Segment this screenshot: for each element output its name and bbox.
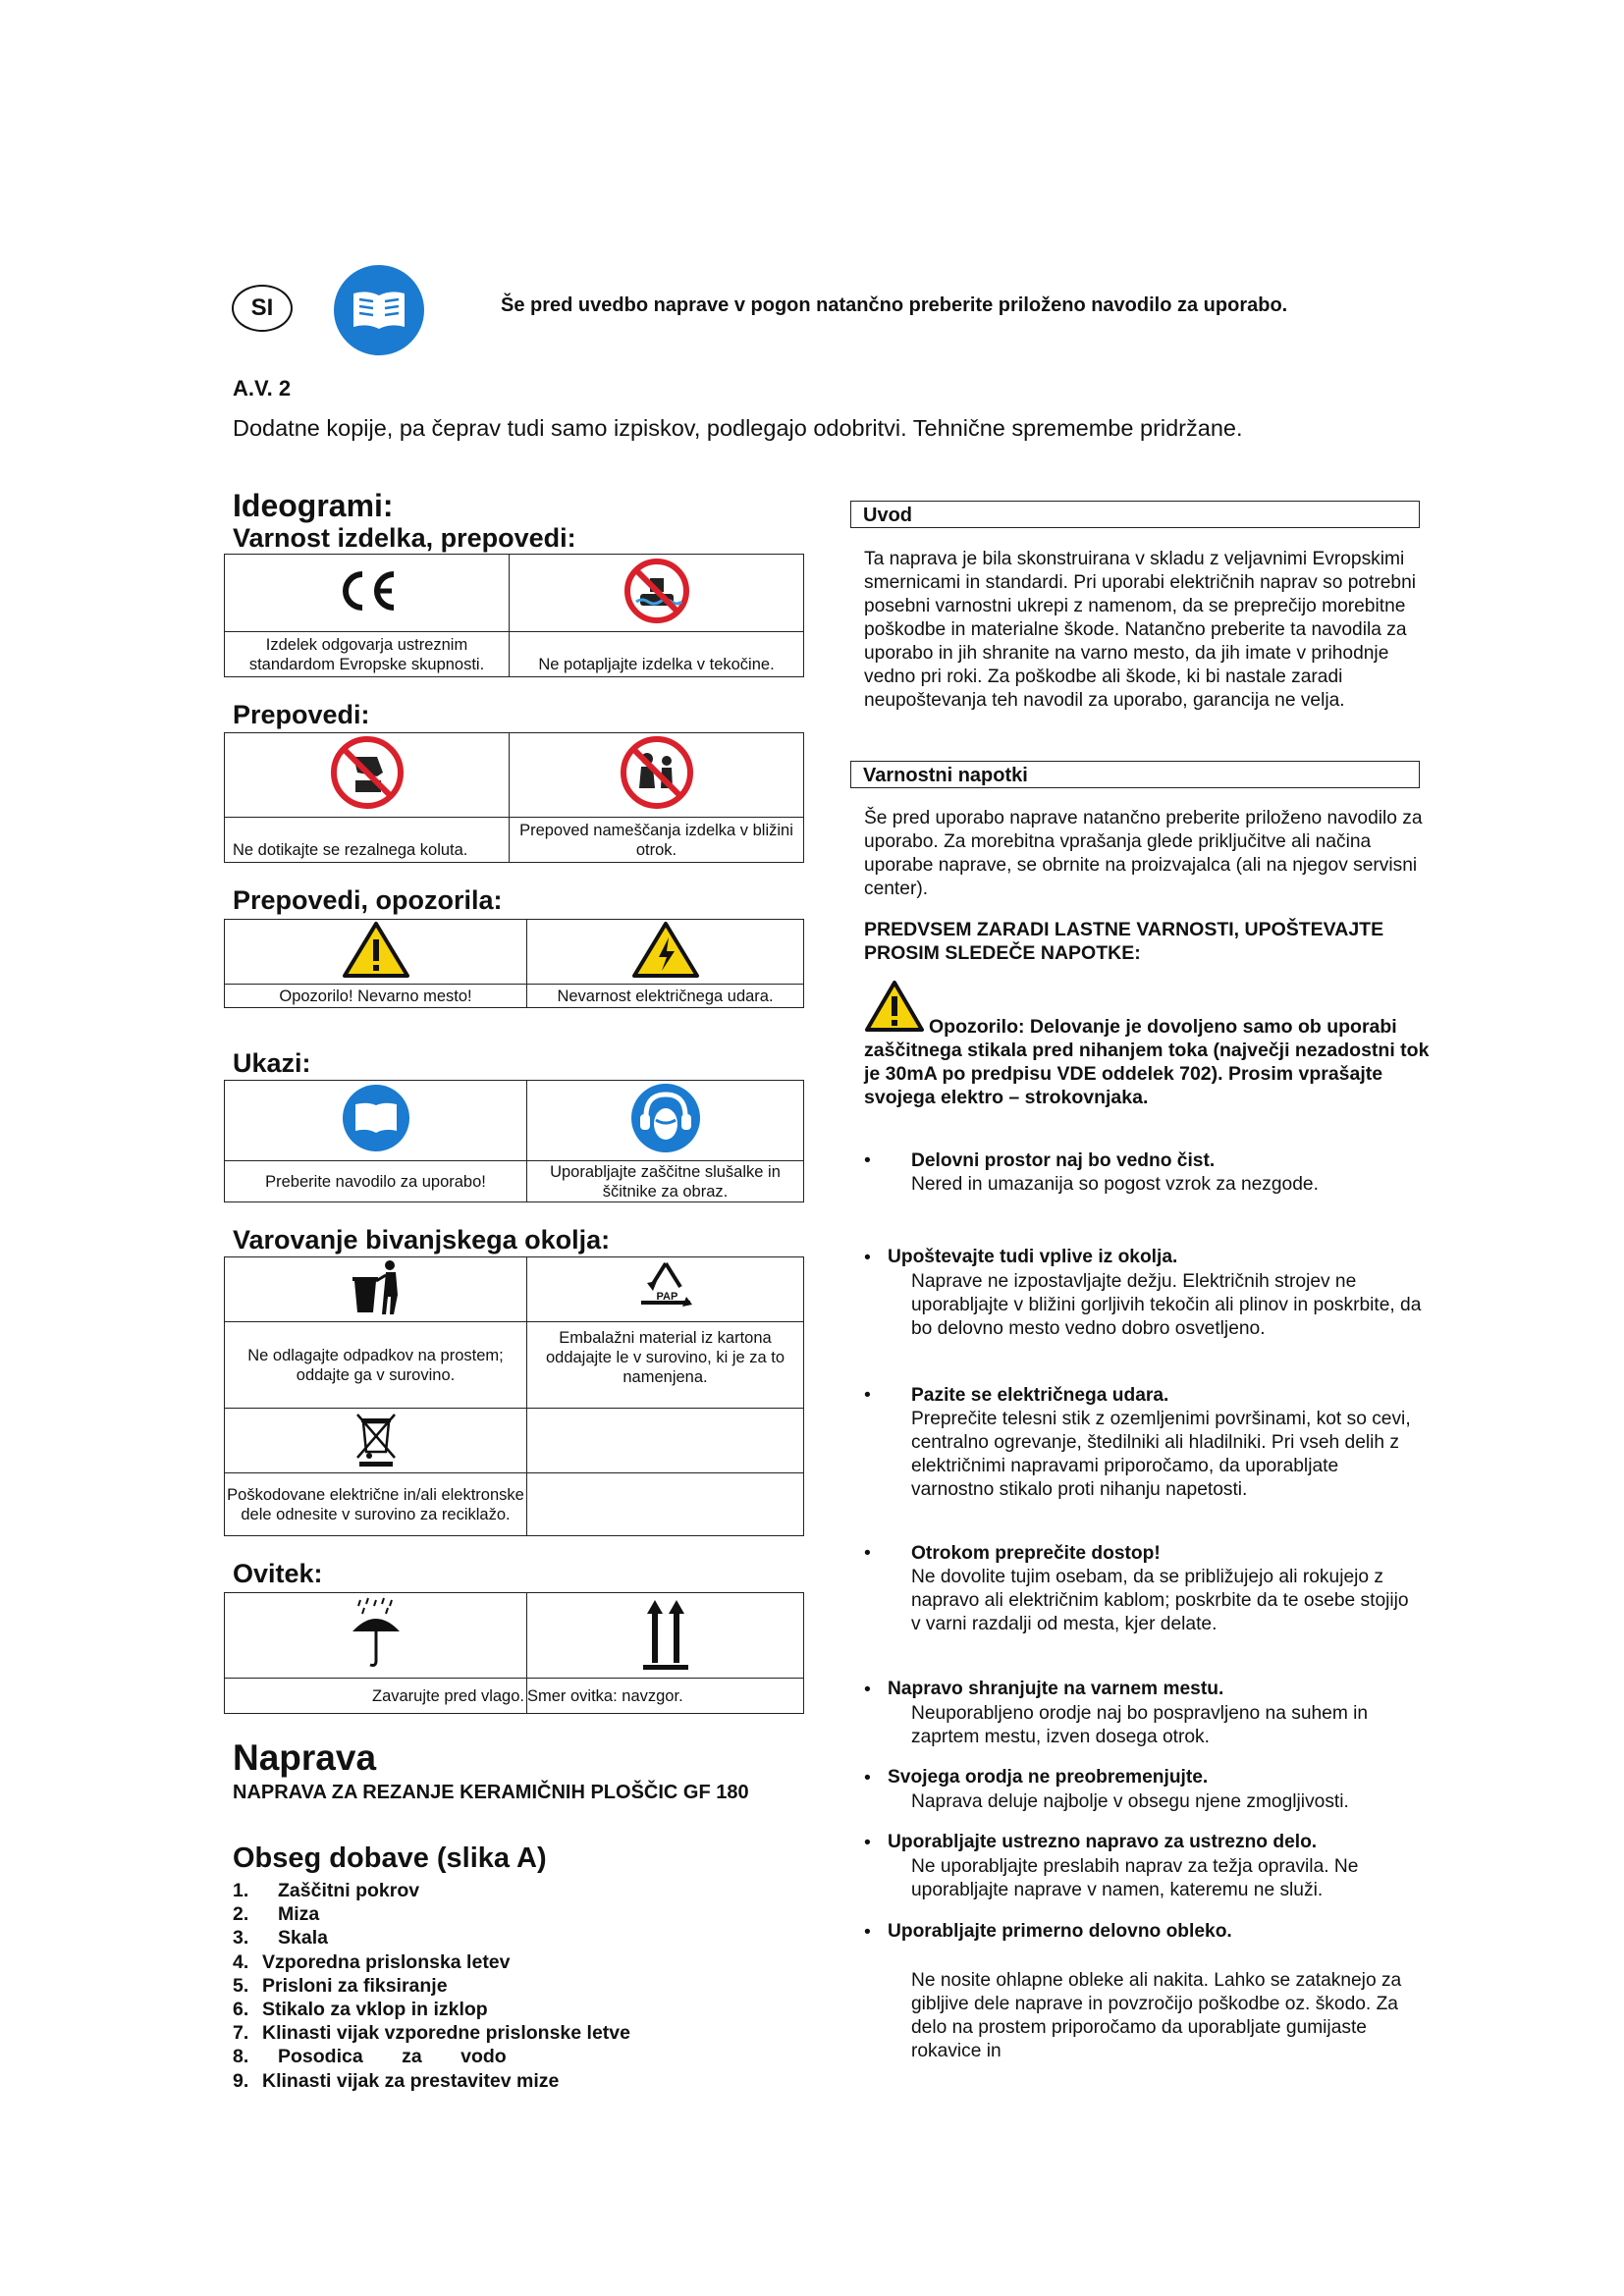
copy-notice: Dodatne kopije, pa čeprav tudi samo izpiskov, podlegajo odobritvi. Tehnične spremembe pridržane. [233, 415, 1243, 441]
bullet: • [864, 1679, 871, 1700]
no-littering-caption: Ne odlagajte odpadkov na prostem; oddajte ga v surovino. [225, 1322, 527, 1409]
safety-item-text: Naprave ne izpostavljajte dežju. Električnih strojev ne uporabljajte v bližini gorljivih tekočin ali plinov in poskrbite, da bo delovno mesto vedno dobro osvetljeno. [911, 1271, 1422, 1339]
keep-dry-icon [225, 1593, 527, 1679]
no-touch-blade-icon [225, 733, 510, 818]
safety-item-text: Ne nosite ohlapne obleke ali nakita. Lahko se zataknejo za gibljive dele naprave in povzročijo poškodbe oz. škodo. Za delo na prostem priporočamo da uporabljate gumijaste rokavice in [911, 1970, 1402, 2061]
scope-list [233, 1879, 630, 2093]
intro-text: Ta naprava je bila skonstruirana v skladu z veljavnimi Evropskimi smernicami in standardi. Pri uporabi električnih naprav so potrebni posebni varnostni ukrepi z namenom, da se preprečijo morebitne poškodbe in materialne škode. Natančno preberite ta navodila za uporabo in jih shranite na varno mesto, da jih imate v prihodnje vedno pri roki. Za poškodbe ali škode, ki bi nastale zaradi neupoštevanja teh navodil za uporabo, garancija ne velja. [864, 549, 1417, 711]
bullet: • [864, 1384, 871, 1406]
ce-mark-icon [225, 555, 510, 632]
list-item: 9. Klinasti vijak za prestavitev mize [233, 2069, 560, 2092]
safety-item-text: Ne uporabljajte preslabih naprav za težja opravila. Ne uporabljajte naprave v namen, kateremu ne služi. [911, 1856, 1359, 1900]
prohibitions-title: Prepovedi: [233, 700, 370, 729]
recycle-pap-icon [527, 1257, 804, 1322]
electric-hazard-caption: Nevarnost električnega udara. [527, 985, 804, 1008]
caps-notice: PREDVSEM ZARADI LASTNE VARNOSTI, UPOŠTEVAJTE PROSIM SLEDEČE NAPOTKE: [864, 919, 1384, 964]
safety-item-text: Naprava deluje najbolje v obsegu njene zmogljivosti. [911, 1791, 1349, 1812]
list-item: 6. Stikalo za vklop in izklop [233, 1999, 488, 2021]
safety-item-title: Napravo shranjujte na varnem mestu. [888, 1679, 1224, 1699]
packaging-table [224, 1592, 804, 1714]
device-title: Naprava [233, 1737, 377, 1778]
pap-label: PAP [656, 1291, 678, 1303]
rcd-warning: Opozorilo: Delovanje je dovoljeno samo ob uporabi zaščitnega stikala pred nihanjem toka (največji nezadostni tok je 30mA po predpisu VDE oddelek 702). Prosim vprašajte svojega elektro – strokovnjaka. [864, 1016, 1430, 1108]
document-version: A.V. 2 [233, 376, 292, 400]
safety-notes-header: Varnostni napotki [850, 761, 1420, 788]
warnings-title: Prepovedi, opozorila: [233, 885, 503, 915]
bullet: • [864, 1832, 871, 1853]
safety-item-title: Uporabljajte ustrezno napravo za ustrezno delo. [888, 1832, 1318, 1852]
no-submerge-icon [510, 555, 804, 632]
list-item: 5. Prisloni za fiksiranje [233, 1974, 448, 1997]
list-item: 8. Posodica za vodo [233, 2046, 507, 2068]
safety-item: Otrokom preprečite dostop! Ne dovolite tujim osebam, da se približujejo ali rokujejo z napravo ali električnim kablom; poskrbite da te osebe stojijo v varni razdalji od mesta, kjer delate. [911, 1543, 1409, 1634]
no-submerge-caption: Ne potapljajte izdelka v tekočine. [510, 632, 804, 677]
keep-dry-caption: Zavarujte pred vlago. [225, 1679, 527, 1714]
safety-table [224, 554, 804, 677]
no-children-icon [510, 733, 804, 818]
warnings-table [224, 919, 804, 1008]
warning-caption: Opozorilo! Nevarno mesto! [225, 985, 527, 1008]
language-badge: SI [232, 285, 293, 332]
safety-item-text: Neuporabljeno orodje naj bo pospravljeno na suhem in zaprtem mestu, izven dosega otrok. [911, 1703, 1369, 1747]
safety-notes-text: Še pred uporabo naprave natančno preberite priloženo navodilo za uporabo. Za morebitna vprašanja glede priključitve ali načina uporabe naprave, se obrnite na proizvajalca (ali na njegov servisni center). [864, 808, 1423, 899]
packaging-title: Ovitek: [233, 1559, 323, 1588]
read-manual-icon [334, 265, 424, 355]
scope-title: Obseg dobave (slika A) [233, 1842, 547, 1874]
intro-section-header: Uvod [850, 501, 1420, 528]
safety-item-title: Svojega orodja ne preobremenjujte. [888, 1767, 1209, 1788]
ideograms-title: Ideogrami: [233, 488, 394, 523]
empty-cell [527, 1473, 804, 1536]
manual-icon [225, 1081, 527, 1161]
list-item: 2. Miza [233, 1903, 320, 1926]
bullet: • [864, 1149, 871, 1171]
environment-table [224, 1256, 804, 1536]
weee-bin-icon [225, 1409, 527, 1473]
empty-cell [527, 1409, 804, 1473]
bullet: • [864, 1921, 871, 1943]
safety-item: Pazite se električnega udara. Preprečite telesni stik z ozemljenimi površinami, kot so cevi, centralno ogrevanje, štedilniki ali hladilniki. Pri vseh delih z električnimi napravami priporočamo, da uporabljate varnostno stikalo proti nihanju napetosti. [911, 1385, 1411, 1500]
bullet: • [864, 1542, 871, 1564]
safety-section-title: Varnost izdelka, prepovedi: [233, 523, 576, 553]
list-item: 4. Vzporedna prislonska letev [233, 1950, 511, 1973]
ce-caption: Izdelek odgovarja ustreznim standardom Evropske skupnosti. [225, 632, 510, 677]
orders-table [224, 1080, 804, 1202]
safety-item: Delovni prostor naj bo vedno čist. Nered in umazanija so pogost vzrok za nezgode. [911, 1150, 1319, 1195]
safety-item-title: Upoštevajte tudi vplive iz okolja. [888, 1247, 1178, 1267]
manual-caption: Preberite navodilo za uporabo! [225, 1161, 527, 1202]
no-children-caption: Prepoved nameščanja izdelka v bližini otrok. [510, 818, 804, 863]
environment-title: Varovanje bivanjskega okolja: [233, 1225, 611, 1255]
prohibitions-table [224, 732, 804, 863]
this-side-up-icon [527, 1593, 804, 1679]
this-side-up-caption: Smer ovitka: navzgor. [527, 1679, 804, 1714]
no-touch-blade-caption: Ne dotikajte se rezalnega koluta. [225, 818, 510, 863]
no-littering-icon [225, 1257, 527, 1322]
electric-hazard-icon [527, 920, 804, 985]
orders-title: Ukazi: [233, 1048, 311, 1078]
header-notice: Še pred uvedbo naprave v pogon natančno preberite priloženo navodilo za uporabo. [501, 294, 1288, 316]
recycle-caption: Embalažni material iz kartona oddajajte le v surovino, ki je za to namenjena. [527, 1322, 804, 1409]
device-subtitle: NAPRAVA ZA REZANJE KERAMIČNIH PLOŠČIC GF 180 [233, 1782, 749, 1803]
warning-icon [225, 920, 527, 985]
bullet: • [864, 1767, 871, 1789]
weee-caption: Poškodovane električne in/ali elektronske dele odnesite v surovino za reciklažo. [225, 1473, 527, 1536]
list-item: 3. Skala [233, 1927, 328, 1949]
ear-face-protection-caption: Uporabljajte zaščitne slušalke in ščitnike za obraz. [527, 1161, 804, 1202]
ear-face-protection-icon [527, 1081, 804, 1161]
list-item: 7. Klinasti vijak vzporedne prislonske letve [233, 2022, 630, 2045]
safety-item-title: Uporabljajte primerno delovno obleko. [888, 1921, 1232, 1942]
list-item: 1. Zaščitni pokrov [233, 1880, 420, 1901]
bullet: • [864, 1247, 871, 1268]
